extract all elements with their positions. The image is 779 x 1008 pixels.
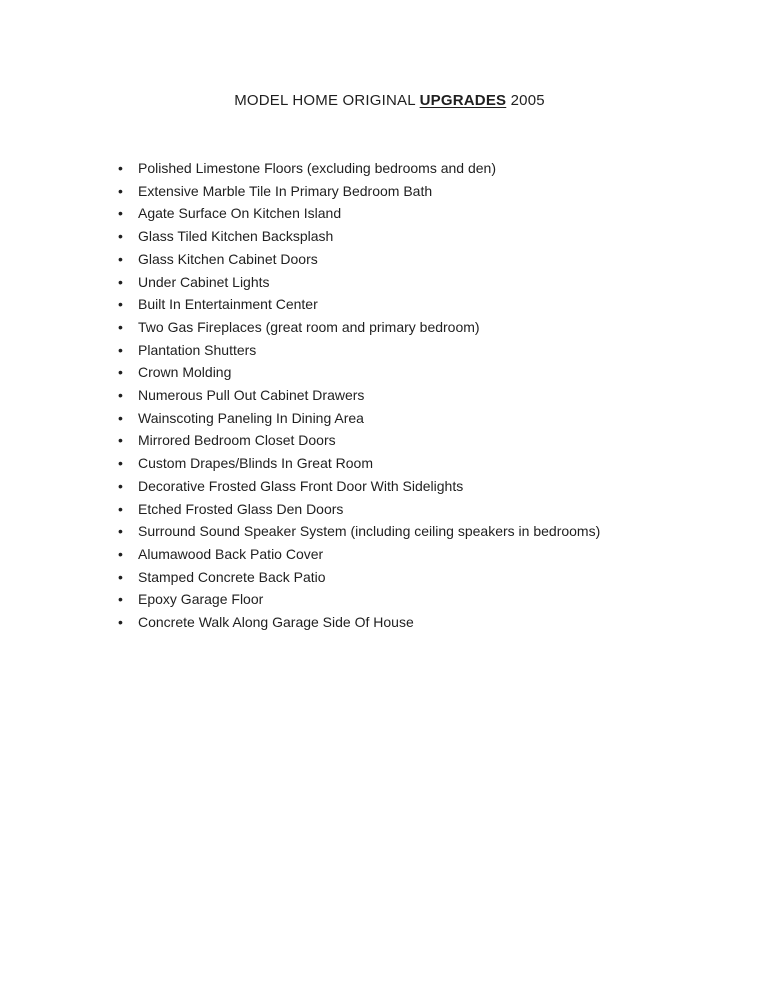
list-item-text: Concrete Walk Along Garage Side Of House: [138, 614, 414, 631]
list-item-text: Two Gas Fireplaces (great room and primary bedroom): [138, 318, 480, 335]
document-title: [0, 0, 779, 109]
bullet-icon: •: [118, 409, 123, 426]
list-item-text: Numerous Pull Out Cabinet Drawers: [138, 387, 365, 404]
list-item: [118, 384, 779, 407]
list-item-text: Stamped Concrete Back Patio: [138, 568, 326, 585]
bullet-icon: •: [118, 523, 123, 540]
list-item-text: Custom Drapes/Blinds In Great Room: [138, 455, 373, 472]
list-item: [118, 475, 779, 498]
list-item-text: Mirrored Bedroom Closet Doors: [138, 432, 336, 449]
list-item: [118, 498, 779, 521]
list-item: [118, 361, 779, 384]
list-item: [118, 248, 779, 271]
list-item-text: Crown Molding: [138, 364, 232, 381]
list-item-text: Surround Sound Speaker System (including ceiling speakers in bedrooms): [138, 523, 601, 540]
bullet-icon: •: [118, 318, 123, 335]
bullet-icon: •: [118, 591, 123, 608]
bullet-icon: •: [118, 228, 123, 245]
bullet-icon: •: [118, 455, 123, 472]
bullet-icon: •: [118, 614, 123, 631]
list-item: [118, 543, 779, 566]
bullet-icon: •: [118, 160, 123, 176]
bullet-icon: •: [118, 500, 123, 517]
list-item: [118, 429, 779, 452]
bullet-icon: •: [118, 273, 123, 290]
list-item: [118, 566, 779, 589]
list-item: [118, 588, 779, 611]
list-item: [118, 316, 779, 339]
title-suffix: 2005: [506, 92, 545, 109]
list-item-text: Wainscoting Paneling In Dining Area: [138, 409, 364, 426]
bullet-icon: •: [118, 250, 123, 267]
upgrades-list: [118, 157, 779, 634]
list-item: [118, 611, 779, 634]
list-item-text: Extensive Marble Tile In Primary Bedroom Bath: [138, 182, 433, 199]
list-item: [118, 225, 779, 248]
list-item: [118, 407, 779, 430]
list-item-text: Under Cabinet Lights: [138, 273, 270, 290]
list-item: [118, 339, 779, 362]
list-item: [118, 520, 779, 543]
list-item: [118, 293, 779, 316]
title-prefix: MODEL HOME ORIGINAL: [234, 92, 420, 109]
bullet-icon: •: [118, 387, 123, 404]
bullet-icon: •: [118, 182, 123, 199]
bullet-icon: •: [118, 296, 123, 313]
list-item: [118, 271, 779, 294]
list-item-text: Epoxy Garage Floor: [138, 591, 264, 608]
list-item: [118, 452, 779, 475]
list-item-text: Built In Entertainment Center: [138, 296, 318, 313]
list-item-text: Polished Limestone Floors (excluding bedrooms and den): [138, 160, 496, 176]
bullet-icon: •: [118, 432, 123, 449]
list-item-text: Glass Kitchen Cabinet Doors: [138, 250, 318, 267]
list-item-text: Glass Tiled Kitchen Backsplash: [138, 228, 334, 245]
bullet-icon: •: [118, 568, 123, 585]
bullet-icon: •: [118, 364, 123, 381]
bullet-icon: •: [118, 545, 123, 562]
list-item-text: Alumawood Back Patio Cover: [138, 545, 324, 562]
list-item-text: Etched Frosted Glass Den Doors: [138, 500, 344, 517]
title-emphasis: UPGRADES: [419, 92, 507, 109]
list-item: [118, 180, 779, 203]
bullet-icon: •: [118, 341, 123, 358]
list-item: [118, 202, 779, 225]
list-item-text: Agate Surface On Kitchen Island: [138, 205, 342, 222]
list-item-text: Decorative Frosted Glass Front Door With Sidelights: [138, 477, 464, 494]
bullet-icon: •: [118, 477, 123, 494]
bullet-icon: •: [118, 205, 123, 222]
list-item-text: Plantation Shutters: [138, 341, 257, 358]
list-item: [118, 157, 779, 180]
